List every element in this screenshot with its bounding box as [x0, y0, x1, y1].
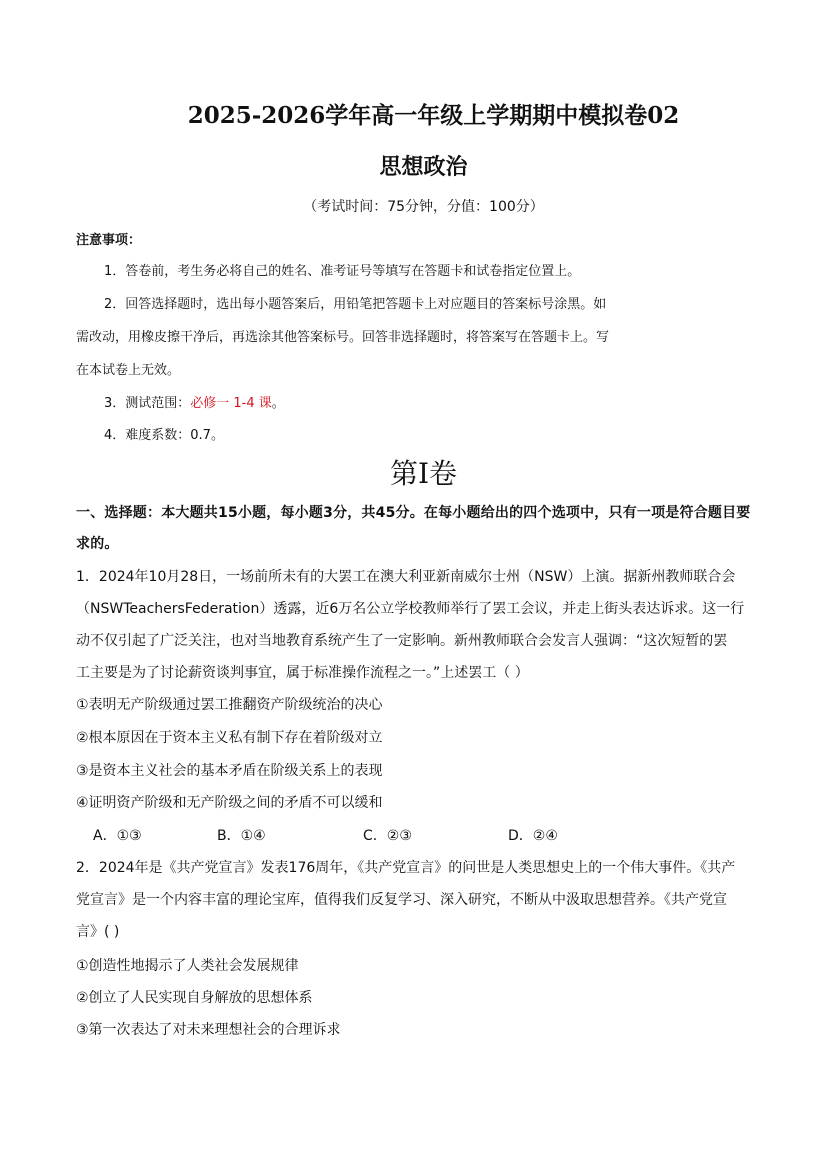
section-heading: 一、选择题：本大题共15小题，每小题3分，共45分。在每小题给出的四个选项中，只有一项是符合题目要求的。 — [76, 505, 751, 552]
part-title: 第Ⅰ卷 — [389, 457, 458, 490]
question-1-stem-line: 1．2024年10月28日，一场前所未有的大罢工在澳大利亚新南威尔士州（NSW）上演。据新州教师联合会 — [76, 569, 736, 585]
option-d[interactable]: D．②④ — [508, 828, 558, 844]
question-2-stem-line: 2．2024年是《共产党宣言》发表176周年，《共产党宣言》的问世是人类思想史上的一个伟大事件。《共产 — [76, 860, 736, 876]
statement-4: ④证明资产阶级和无产阶级之间的矛盾不可以缓和 — [76, 795, 383, 811]
question-1-options — [0, 825, 827, 847]
notice-item-2-line-1: 2．回答选择题时，选出每小题答案后，用铅笔把答题卡上对应题目的答案标号涂黑。如 — [104, 297, 607, 312]
test-scope: 必修一 1-4 课 — [190, 396, 272, 411]
notice-item-2-line-3: 在本试卷上无效。 — [76, 363, 181, 378]
option-c[interactable]: C．②③ — [363, 828, 412, 844]
exam-info: （考试时间：75分钟，分值：100分） — [303, 199, 544, 215]
question-1-stem-line: （NSWTeachersFederation）透露，近6万名公立学校教师举行了罢工会议，并走上街头表达诉求。这一行 — [76, 601, 745, 617]
option-b[interactable]: B．①④ — [217, 828, 266, 844]
statement-2: ②根本原因在于资本主义私有制下存在着阶级对立 — [76, 730, 383, 746]
question-1-stem-line: 动不仅引起了广泛关注，也对当地教育系统产生了一定影响。新州教师联合会发言人强调：“这次短暂的罢 — [76, 633, 728, 649]
notice-item-3-prefix: 3．测试范围： — [104, 396, 191, 411]
statement-3: ③是资本主义社会的基本矛盾在阶级关系上的表现 — [76, 763, 383, 779]
notice-item-1: 1．答卷前，考生务必将自己的姓名、准考证号等填写在答题卡和试卷指定位置上。 — [104, 264, 581, 279]
notice-item-4: 4．难度系数：0.7。 — [104, 428, 224, 443]
notice-heading: 注意事项： — [76, 233, 142, 248]
question-1-stem-line: 工主要是为了讨论薪资谈判事宜，属于标准操作流程之一。”上述罢工（ ） — [76, 665, 529, 681]
statement-2: ②创立了人民实现自身解放的思想体系 — [76, 990, 313, 1006]
statement-3: ③第一次表达了对未来理想社会的合理诉求 — [76, 1022, 341, 1038]
notice-item-3 — [104, 394, 285, 414]
question-2-stem-line: 言》( ) — [76, 924, 120, 940]
exam-title: 2025-2026学年高一年级上学期期中模拟卷02 — [187, 102, 680, 129]
subject-title: 思想政治 — [379, 155, 468, 180]
question-2-stem-line: 党宣言》是一个内容丰富的理论宝库，值得我们反复学习、深入研究，不断从中汲取思想营养。《共产党宣 — [76, 892, 727, 908]
notice-item-2-line-2: 需改动，用橡皮擦干净后，再选涂其他答案标号。回答非选择题时，将答案写在答题卡上。写 — [76, 330, 610, 345]
notice-item-3-suffix: 。 — [271, 396, 285, 411]
statement-1: ①表明无产阶级通过罢工推翻资产阶级统治的决心 — [76, 697, 383, 713]
statement-1: ①创造性地揭示了人类社会发展规律 — [76, 958, 299, 974]
option-a[interactable]: A．①③ — [93, 828, 142, 844]
